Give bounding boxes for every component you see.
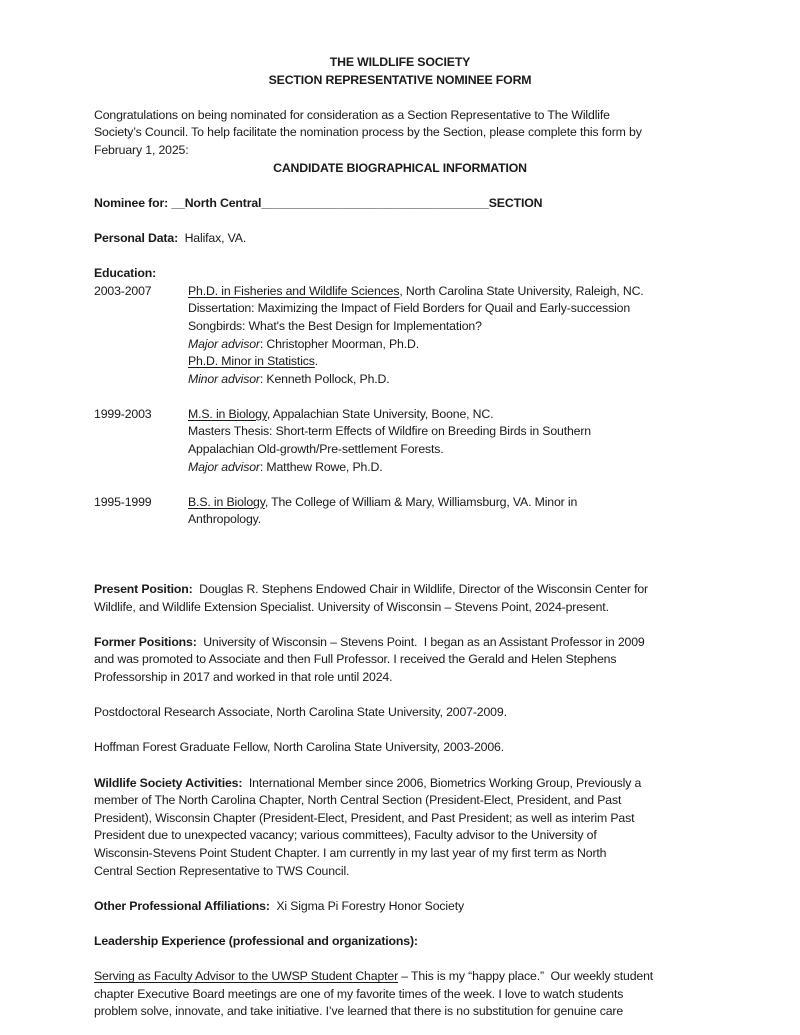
- former-positions-label: Former Positions:: [94, 634, 197, 649]
- tws-activities-label: Wildlife Society Activities:: [94, 775, 243, 790]
- tws-activities-text: President due to unexpected vacancy; various committees), Faculty advisor to the University of: [94, 828, 597, 843]
- leadership-item-title: Serving as Faculty Advisor to the UWSP Student Chapter: [94, 969, 399, 984]
- tws-activities-text: President), Wisconsin Chapter (President-Elect, President, and Past President; as well as interim Past: [94, 810, 635, 825]
- affiliations: [94, 898, 714, 916]
- present-position-label: Present Position:: [94, 582, 193, 597]
- section-heading: CANDIDATE BIOGRAPHICAL INFORMATION: [273, 160, 527, 175]
- thesis-line: Masters Thesis: Short-term Effects of Wildfire on Breeding Birds in Southern: [188, 424, 591, 439]
- personal-data: [94, 230, 714, 248]
- personal-data-value: Halifax, VA.: [184, 230, 247, 245]
- education-years: 1995-1999: [94, 494, 152, 509]
- tws-activities-text: member of The North Carolina Chapter, North Central Section (President-Elect, President, and Past: [94, 793, 622, 808]
- affiliations-value: Xi Sigma Pi Forestry Honor Society: [269, 898, 464, 913]
- intro-paragraph: [94, 107, 714, 160]
- minor-line: Anthropology.: [188, 512, 262, 527]
- education-entry: [94, 494, 714, 529]
- former-positions-text: Professorship in 2017 and worked in that role until 2024.: [94, 670, 393, 684]
- tws-activities-text: International Member since 2006, Biometrics Working Group, Previously a: [242, 775, 642, 790]
- leadership-item-text: problem solve, innovate, and take initiative. I’ve learned that there is no substitution for genuine care: [94, 1004, 624, 1019]
- document-page: [94, 54, 714, 1021]
- intro-line: Society’s Council. To help facilitate the nomination process by the Section, please complete this form by: [94, 125, 642, 140]
- former-positions-text: University of Wisconsin – Stevens Point. I began as an Assistant Professor in 2009: [196, 634, 645, 649]
- education-years: 2003-2007: [94, 283, 152, 298]
- institution: , The College of William & Mary, Williamsburg, VA. Minor in: [264, 494, 578, 509]
- advisor-name: : Christopher Moorman, Ph.D.: [259, 336, 419, 351]
- minor-title: Ph.D. Minor in Statistics: [188, 354, 315, 369]
- form-title: SECTION REPRESENTATIVE NOMINEE FORM: [268, 72, 532, 87]
- education-label: Education:: [94, 266, 157, 281]
- education-entry: [94, 283, 714, 389]
- postdoc-position: Postdoctoral Research Associate, North Carolina State University, 2007-2009.: [94, 705, 507, 720]
- nominee-value: __North Central__________________________________SECTION: [171, 195, 543, 210]
- degree-title: M.S. in Biology: [188, 406, 267, 421]
- fellow-position: Hoffman Forest Graduate Fellow, North Carolina State University, 2003-2006.: [94, 740, 505, 755]
- thesis-line: Dissertation: Maximizing the Impact of Field Borders for Quail and Early-succession: [188, 301, 631, 316]
- leadership-item: [94, 968, 714, 1021]
- leadership-item-text: chapter Executive Board meetings are one of my favorite times of the week. I love to watch students: [94, 986, 624, 1001]
- education-entry: [94, 406, 714, 476]
- present-position: [94, 581, 714, 616]
- degree-title: Ph.D. in Fisheries and Wildlife Sciences: [188, 283, 400, 298]
- affiliations-label: Other Professional Affiliations:: [94, 898, 270, 913]
- leadership-item-text: – This is my “happy place.” Our weekly student: [398, 969, 654, 984]
- personal-data-label: Personal Data:: [94, 230, 179, 245]
- former-positions: [94, 634, 714, 687]
- tws-activities-text: Central Section Representative to TWS Council.: [94, 863, 350, 878]
- advisor-label: Major advisor: [188, 459, 260, 474]
- minor-advisor-label: Minor advisor: [188, 371, 260, 386]
- degree-title: B.S. in Biology: [188, 494, 265, 509]
- tws-activities-text: Wisconsin-Stevens Point Student Chapter. I am currently in my last year of my first term as North: [94, 845, 607, 860]
- institution: , Appalachian State University, Boone, NC.: [266, 406, 494, 421]
- institution: , North Carolina State University, Raleigh, NC.: [399, 283, 644, 298]
- former-positions-text: and was promoted to Associate and then Full Professor. I received the Gerald and Helen Stephens: [94, 652, 617, 667]
- present-position-text: Wildlife, and Wildlife Extension Specialist. University of Wisconsin – Stevens Point, 2024-present.: [94, 599, 609, 614]
- intro-line: Congratulations on being nominated for consideration as a Section Representative to The Wildlife: [94, 107, 610, 122]
- present-position-text: Douglas R. Stephens Endowed Chair in Wildlife, Director of the Wisconsin Center for: [192, 582, 648, 597]
- minor-suffix: .: [314, 354, 319, 369]
- nominee-label: Nominee for:: [94, 195, 169, 210]
- leadership-label: Leadership Experience (professional and organizations):: [94, 933, 418, 948]
- education-years: 1999-2003: [94, 406, 152, 421]
- tws-activities: [94, 775, 714, 881]
- advisor-name: : Matthew Rowe, Ph.D.: [259, 459, 383, 474]
- minor-advisor-name: : Kenneth Pollock, Ph.D.: [259, 371, 390, 386]
- nominee-field: [94, 195, 714, 213]
- advisor-label: Major advisor: [188, 336, 260, 351]
- thesis-line: Songbirds: What's the Best Design for Implementation?: [188, 318, 482, 333]
- org-title: THE WILDLIFE SOCIETY: [329, 55, 471, 69]
- thesis-line: Appalachian Old-growth/Pre-settlement Forests.: [188, 442, 444, 457]
- intro-line: February 1, 2025:: [94, 142, 189, 157]
